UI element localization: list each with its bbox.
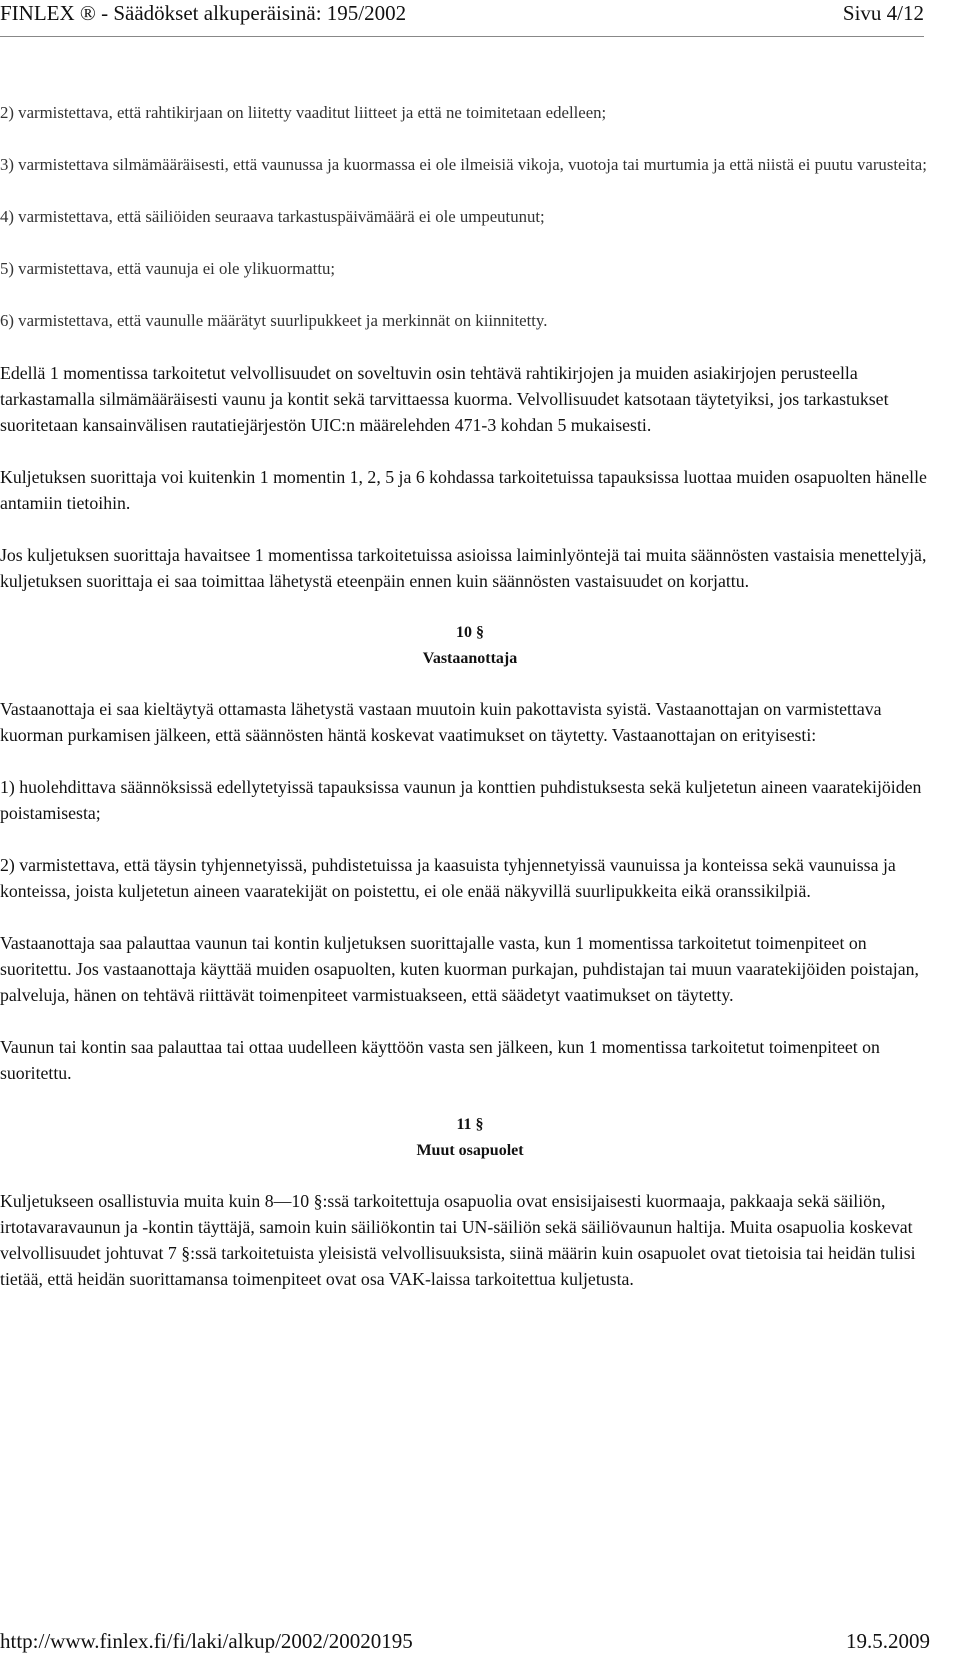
paragraph: Kuljetuksen suorittaja voi kuitenkin 1 momentin 1, 2, 5 ja 6 kohdassa tarkoitetuissa tapauksissa luottaa muiden osapuolten hänelle antamiin tietoihin. [0,467,927,513]
page-header [0,0,924,37]
section-title: Vastaanottaja [422,650,518,667]
paragraph: Vastaanottaja saa palauttaa vaunun tai kontin kuljetuksen suorittajalle vasta, kun 1 momentissa tarkoitetut toimenpiteet on suoritettu. Jos vastaanottaja käyttää muiden osapuolten, kuten kuorman purkajan, puhdistajan tai muun vaaratekijöiden poistajan, palveluja, hänen on tehtävä riittävät toimenpiteet varmistuakseen, että säädetyt vaatimukset on täytetty. [0,933,919,1005]
paragraph: Vaunun tai kontin saa palauttaa tai ottaa uudelleen käyttöön vasta sen jälkeen, kun 1 momentissa tarkoitetut toimenpiteet on suoritettu. [0,1037,880,1083]
list-item: 3) varmistettava silmämääräisesti, että vaunussa ja kuormassa ei ole ilmeisiä vikoja, vuotoja tai murtumia ja että niistä ei puutu varusteita; [0,155,927,174]
section-10-heading [0,620,940,672]
document-body [0,100,940,1318]
paragraph: Edellä 1 momentissa tarkoitetut velvollisuudet on soveltuvin osin tehtävä rahtikirjojen ja muiden asiakirjojen perusteella tarkastamalla silmämääräisesti vaunu ja kontit sekä tarvittaessa kuorma. Velvollisuudet katsotaan täytetyiksi, jos tarkastukset suoritetaan kansainvälisen rautatiejärjestön UIC:n määrelehden 471-3 kohdan 5 mukaisesti. [0,363,889,435]
paragraph: Jos kuljetuksen suorittaja havaitsee 1 momentissa tarkoitetuissa asioissa laiminlyöntejä tai muita säännösten vastaisia menettelyjä, kuljetuksen suorittaja ei saa toimittaa lähetystä eteenpäin ennen kuin säännösten vastaisuudet on korjattu. [0,545,927,591]
section-11-heading [0,1112,940,1164]
page-footer [0,1629,930,1654]
paragraph: 1) huolehdittava säännöksissä edellytetyissä tapauksissa vaunun ja konttien puhdistuksesta sekä kuljetetun aineen vaaratekijöiden poistamisesta; [0,777,922,823]
source-url[interactable]: http://www.finlex.fi/fi/laki/alkup/2002/20020195 [0,1629,413,1653]
section-title: Muut osapuolet [416,1142,524,1159]
document-title: FINLEX ® - Säädökset alkuperäisinä: 195/2002 [0,1,407,25]
paragraph: Kuljetukseen osallistuvia muita kuin 8—10 §:ssä tarkoitettuja osapuolia ovat ensisijaisesti kuormaaja, pakkaaja sekä säiliön, irtotavaravaunun ja -kontin täyttäjä, samoin kuin säiliökontin tai UN-säiliön sekä säiliövaunun haltija. Muita osapuolia koskevat velvollisuudet johtuvat 7 §:ssä tarkoitetuista yleisistä velvollisuuksista, siinä määrin kuin osapuolet ovat tietoisia tai heidän tulisi tietää, että heidän suorittamansa toimenpiteet ovat osa VAK-laissa tarkoitettua kuljetusta. [0,1191,916,1289]
section-number: 10 § [456,624,484,641]
list-item: 6) varmistettava, että vaunulle määrätyt suurlipukkeet ja merkinnät on kiinnitetty. [0,311,548,330]
print-date: 19.5.2009 [846,1629,930,1653]
list-item: 4) varmistettava, että säiliöiden seuraava tarkastuspäivämäärä ei ole umpeutunut; [0,207,545,226]
paragraph: 2) varmistettava, että täysin tyhjennetyissä, puhdistetuissa ja kaasuista tyhjennetyissä vaunuissa ja konteissa sekä vaunuissa ja konteissa, joista kuljetetun aineen vaaratekijät on poistettu, ei ole enää näkyvillä suurlipukkeita eikä oranssikilpiä. [0,855,896,901]
section-number: 11 § [456,1116,484,1133]
list-item: 2) varmistettava, että rahtikirjaan on liitetty vaaditut liitteet ja että ne toimitetaan edelleen; [0,103,607,122]
list-item: 5) varmistettava, että vaunuja ei ole ylikuormattu; [0,259,336,278]
paragraph: Vastaanottaja ei saa kieltäytyä ottamasta lähetystä vastaan muutoin kuin pakottavista syistä. Vastaanottajan on varmistettava kuorman purkamisen jälkeen, että säännösten häntä koskevat vaatimukset on täytetty. Vastaanottajan on erityisesti: [0,699,882,745]
page-number: Sivu 4/12 [842,1,924,25]
